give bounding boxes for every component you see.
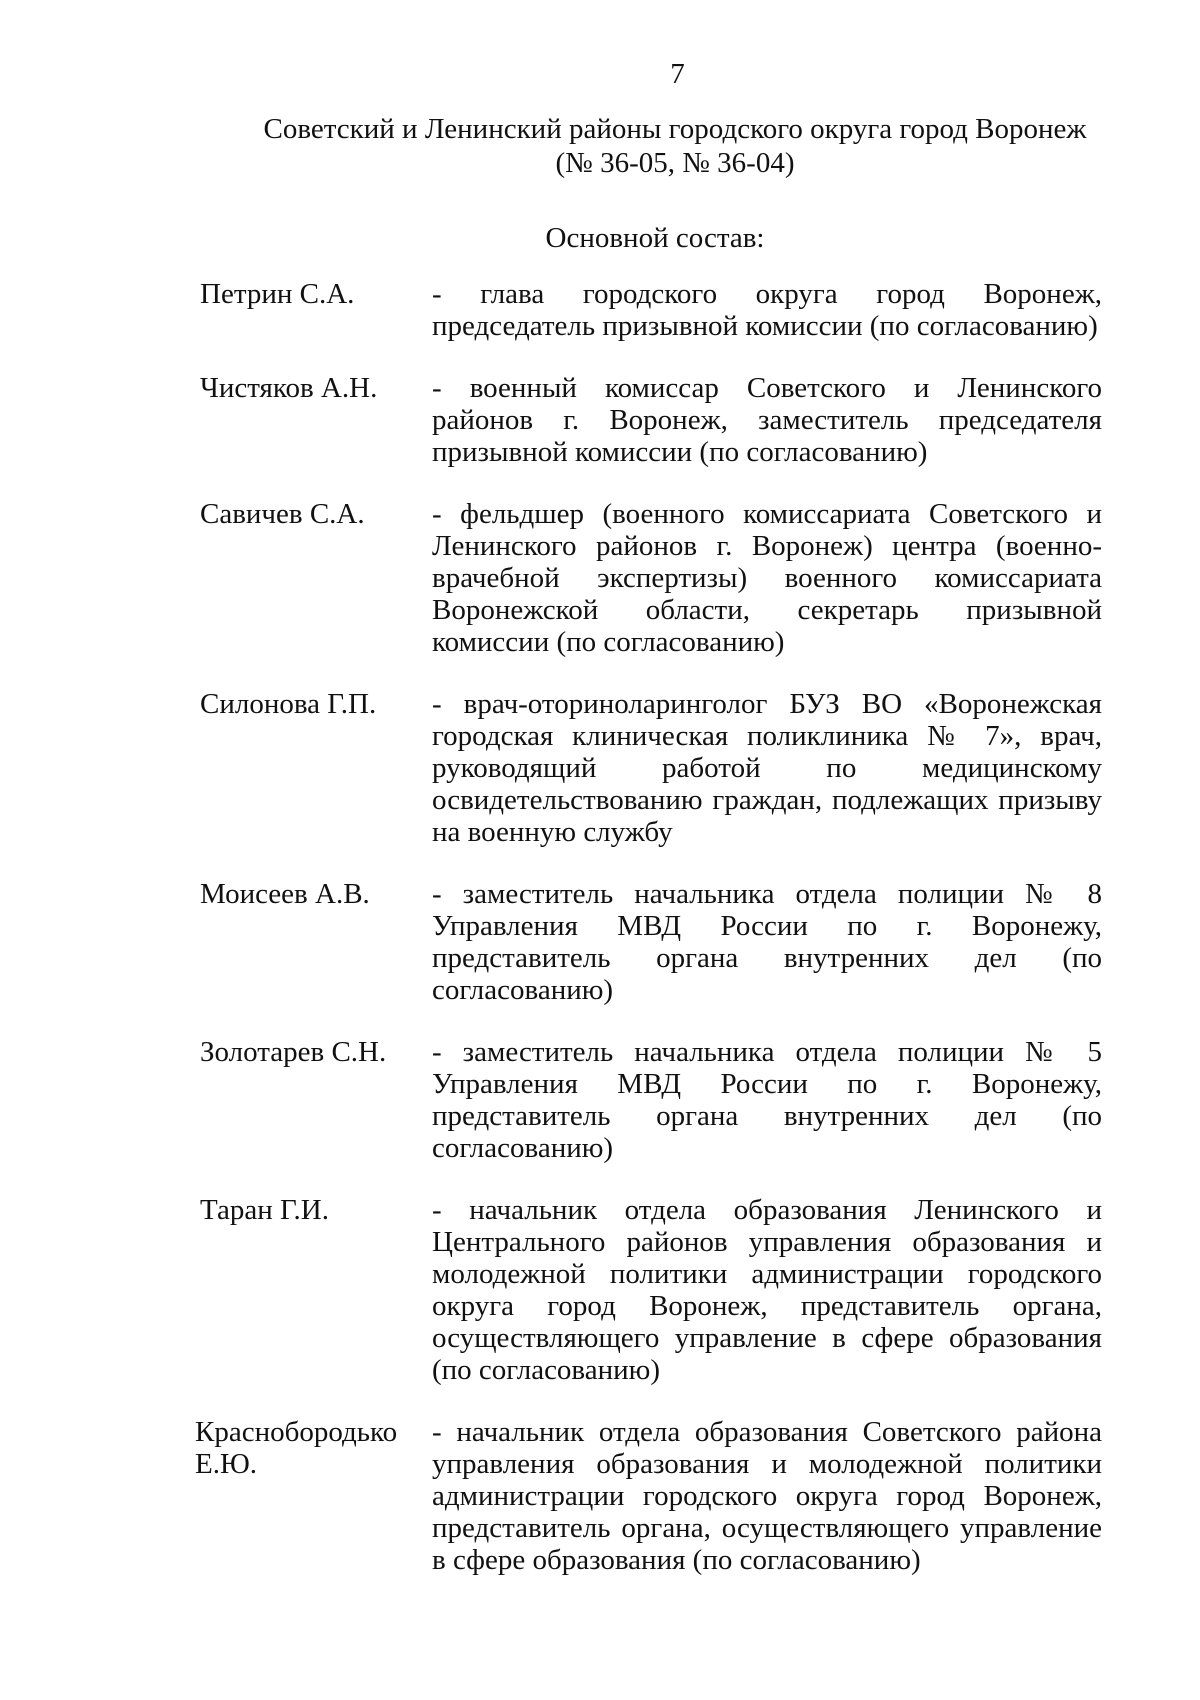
member-role: - начальник отдела образования Ленинского и Центрального районов управления образования и молодежной политики администрации городского округа город Воронеж, представитель органа, осуществляющего управление в сфере образования (по согласованию) bbox=[432, 1194, 1102, 1386]
member-name: Золотарев С.Н. bbox=[200, 1036, 387, 1068]
title-line-2: (№ 36-05, № 36-04) bbox=[555, 147, 795, 179]
member-name: Чистяков А.Н. bbox=[200, 372, 378, 404]
member-role: - заместитель начальника отдела полиции № 5 Управления МВД России по г. Воронежу, представитель органа внутренних дел (по согласованию) bbox=[432, 1036, 1102, 1164]
title-line-1: Советский и Ленинский районы городского округа город Воронеж bbox=[263, 113, 1087, 145]
member-role: - глава городского округа город Воронеж, председатель призывной комиссии (по согласованию) bbox=[432, 278, 1102, 342]
member-name: Петрин С.А. bbox=[200, 278, 355, 310]
page-number: 7 bbox=[670, 58, 685, 90]
member-role: - военный комиссар Советского и Ленинского районов г. Воронеж, заместитель председателя призывной комиссии (по согласованию) bbox=[432, 372, 1102, 468]
member-entry bbox=[0, 498, 1200, 658]
member-name: Савичев С.А. bbox=[200, 498, 365, 530]
member-name: Таран Г.И. bbox=[200, 1194, 329, 1226]
member-role: - фельдшер (военного комиссариата Советского и Ленинского районов г. Воронеж) центра (военно-врачебной экспертизы) военного комиссариата Воронежской области, секретарь призывной комиссии (по согласованию) bbox=[432, 498, 1102, 658]
member-role: - заместитель начальника отдела полиции № 8 Управления МВД России по г. Воронежу, представитель органа внутренних дел (по согласованию) bbox=[432, 878, 1102, 1006]
member-entry bbox=[0, 1416, 1200, 1576]
member-name: Силонова Г.П. bbox=[200, 688, 377, 720]
member-entry bbox=[0, 1194, 1200, 1386]
member-entry bbox=[0, 372, 1200, 468]
member-role: - начальник отдела образования Советского района управления образования и молодежной политики администрации городского округа город Воронеж, представитель органа, осуществляющего управление в сфере образования (по согласованию) bbox=[432, 1416, 1102, 1576]
members-list bbox=[0, 278, 1200, 1576]
section-title: Основной состав: bbox=[545, 222, 765, 254]
member-entry bbox=[0, 1036, 1200, 1164]
member-entry bbox=[0, 278, 1200, 342]
member-entry bbox=[0, 878, 1200, 1006]
member-entry bbox=[0, 688, 1200, 848]
member-name: Моисеев А.В. bbox=[200, 878, 370, 910]
member-role: - врач-оториноларинголог БУЗ ВО «Воронежская городская клиническая поликлиника № 7», врач, руководящий работой по медицинскому освидетельствованию граждан, подлежащих призыву на военную службу bbox=[432, 688, 1102, 848]
page-title bbox=[230, 112, 1120, 180]
member-name: Краснобородько Е.Ю. bbox=[195, 1416, 398, 1480]
